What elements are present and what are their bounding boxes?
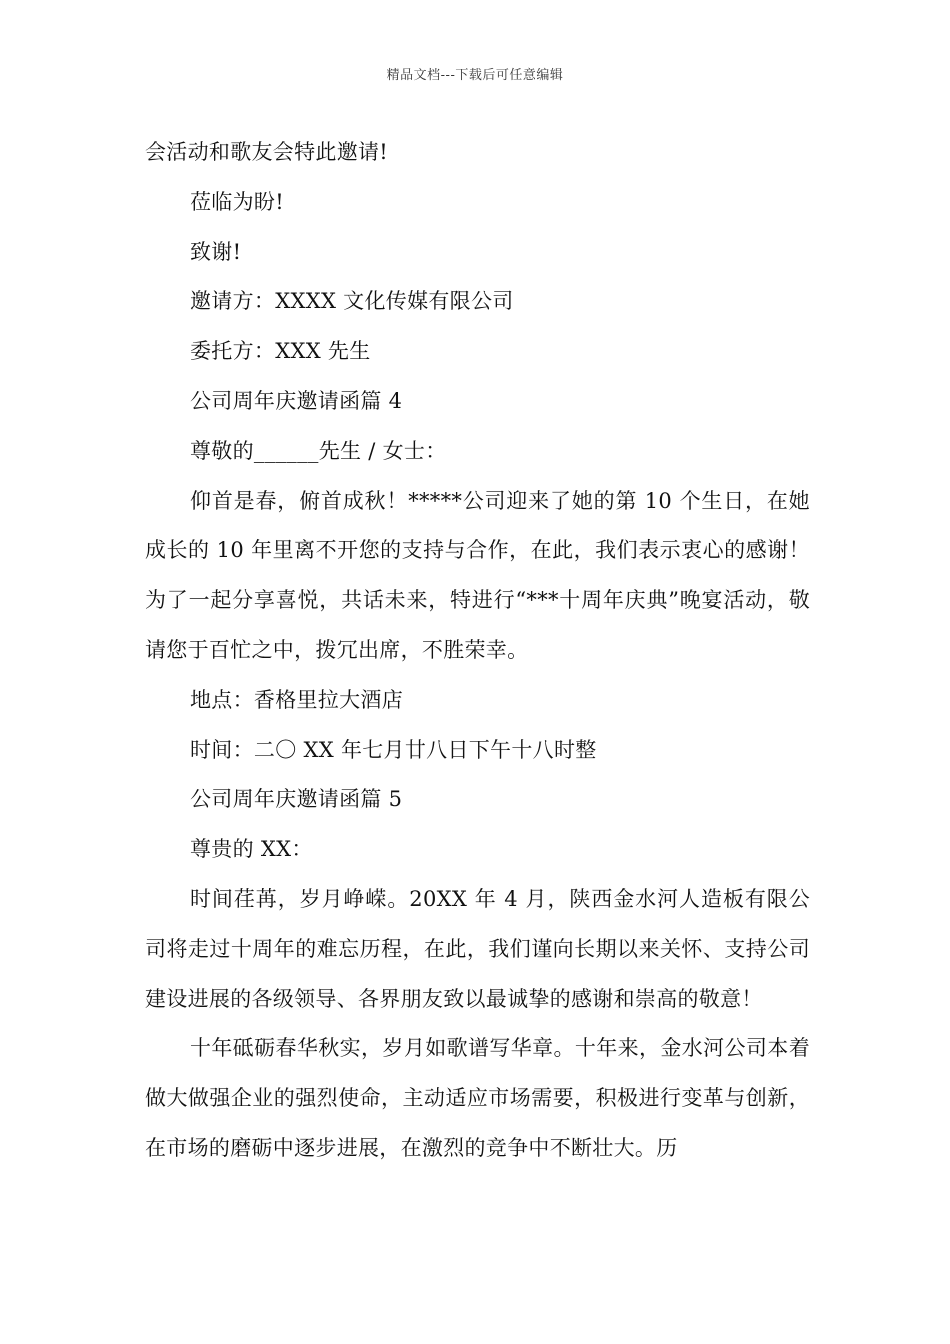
paragraph-closing-invite: 会活动和歌友会特此邀请! — [145, 140, 389, 164]
page-header: 精品文档---下载后可任意编辑 — [386, 68, 564, 83]
paragraph-time: 时间：二〇 XX 年七月廿八日下午十八时整 — [190, 737, 597, 762]
section-heading-4: 公司周年庆邀请函篇 4 — [190, 388, 403, 413]
paragraph-salutation-5: 尊贵的 XX： — [190, 837, 313, 862]
paragraph-body-4: 仰首是春，俯首成秋！*****公司迎来了她的第 10 个生日，在她成长的 10 年里离不开您的支持与合作，在此，我们表示衷心的感谢！为了一起分享喜悦，共话未来，特进行“***十周年庆典”晚宴活动，敬请您于百忙之中，拨冗出席，不胜荣幸。 — [145, 488, 810, 662]
paragraph-location: 地点：香格里拉大酒店 — [190, 687, 403, 712]
section-heading-5: 公司周年庆邀请函篇 5 — [190, 787, 403, 812]
document-body — [145, 128, 810, 1174]
paragraph-thanks: 致谢! — [190, 239, 242, 264]
paragraph-body-5b: 十年砥砺春华秋实，岁月如歌谱写华章。十年来，金水河公司本着做大做强企业的强烈使命，主动适应市场需要，积极进行变革与创新，在市场的磨砺中逐步进展，在激烈的竞争中不断壮大。历 — [145, 1036, 810, 1160]
paragraph-client: 委托方：XXX 先生 — [190, 339, 371, 364]
paragraph-salutation-4: 尊敬的______先生 / 女士： — [190, 438, 447, 463]
paragraph-body-5a: 时间荏苒，岁月峥嵘。20XX 年 4 月，陕西金水河人造板有限公司将走过十周年的难忘历程，在此，我们谨向长期以来关怀、支持公司建设进展的各级领导、各界朋友致以最诚挚的感谢和崇高的敬意！ — [145, 886, 810, 1011]
paragraph-looking-forward: 莅临为盼! — [190, 189, 284, 214]
paragraph-inviter: 邀请方：XXXX 文化传媒有限公司 — [190, 289, 514, 314]
